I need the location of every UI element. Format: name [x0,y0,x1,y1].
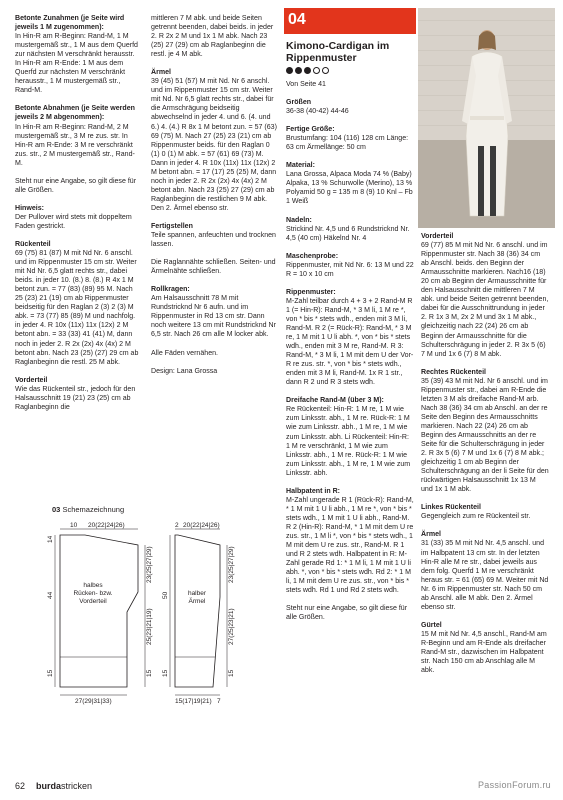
col3-text: M-Zahl ungerade R 1 (Rück-R): Rand-M, * 1 M mit 1 U li abh., 1 M re *, von * bis * stets wdh., 1 M mit 1 U li abh., Rand-M. R 2 (Hin-R): Rand-M, * 1 M mit dem U re zus. str., 1 M li *, von * bis * stets wdh., 1 M mit dem U re zus. str., Rand-M. R 1 und R 2 stets wdh. Halbpatent in R: M-Zahl gerade Rd 1: * 1 M li, 1 M mit 1 U li abh. *, von * bis * stets wdh. Rd 2: * 1 M li, 1 M mit dem U re zus. str., von * bis * stets wdh. Rd 1 und Rd 2 stets wdh. [286,496,414,595]
col3-heading: Fertige Größe: [286,126,335,134]
body-label-1: halbes [83,582,103,589]
body-right-mid: 25(23|21|19) [146,608,153,645]
body-left-mid: 44 [47,591,54,599]
col3-heading: Material: [286,162,315,170]
col1-paragraph [15,104,141,167]
col3-text: Strickind Nr. 4,5 und 6 Rundstricknd Nr. 4,5 (40 cm) Häkelnd Nr. 4 [286,225,410,242]
col2-paragraph [151,349,279,358]
col1-paragraph [15,204,141,231]
schema-caption: Schemazeichnung [62,505,125,514]
col4-paragraph [421,621,549,675]
col2-paragraph [151,14,279,59]
pattern-title: Kimono-Cardigan im Rippenmuster [286,40,390,64]
difficulty-dot [313,67,320,74]
col3-paragraph [286,604,414,622]
col1-text: In Hin-R am R-Beginn: Rand-M, 1 M mustergemäß str., 1 M aus dem Querfd zur nächsten M verschränkt herausstr. In Hin-R am R-Ende: 1 M aus dem Querfd zur nächsten M verschränkt herausstr., 1 M mustergemäß str., Rand-M. [15,33,138,95]
col3-paragraph [286,252,414,279]
col2-text: mittleren 7 M abk. und beide Seiten getrennt beenden, dabei beids. in jeder 2. R 2x 2 M und 1x 1 M abk. Nach 23 (25) 27 (29) cm ab Raglanbeginn die restl. je 4 M abk. [151,15,274,59]
col1-heading: Rückenteil [15,240,51,248]
sleeve-label-1: halber [187,590,207,597]
body-bottom: 27(29|31|33) [75,698,112,705]
sleeve-piece [170,529,227,695]
col2-heading: Fertigstellen [151,222,193,230]
sleeve-right-top: 23(25|27|29) [228,546,235,583]
body-piece [55,529,145,695]
col3-heading: Maschenprobe: [286,252,339,260]
col1-heading: Hinweis: [15,204,44,212]
difficulty-dot [295,67,302,74]
col4-heading: Ärmel [421,531,441,539]
magazine-brand: burdastricken [36,781,93,791]
col3-heading: Dreifache Rand-M (über 3 M): [286,397,384,405]
col4-paragraph [421,530,549,611]
col2-text: Am Halsausschnitt 78 M mit Rundstricknd Nr 6 aufn. und im Rippenmuster in Rd 13 cm str. Dann noch weitere 13 cm mit Rundstricknd Nr 6,5 str. Nach 26 cm alle M locker abk. [151,295,276,339]
body-label-2: Rücken- bzw. [73,590,113,597]
col3-paragraph [286,216,414,243]
col2-paragraph [151,258,279,276]
col3-paragraph [286,396,414,477]
col2-paragraph [151,68,279,213]
col4-text: 69 (77) 85 M mit Nd Nr. 6 anschl. und im Rippenmuster str. Nach 38 (36) 34 cm ab Anschl. beids. den Beginn der Armausschnitte markieren. Nach16 (18) 20 cm ab Beginn der Armausschnitte für den Halsausschnitt die mittleren 7 M abk. und beide Seiten getrennt beenden, dabei für die Ausschnittrundung in jeder 2. R 1x 3 M, 2x 2 M und 3x 1 M abk., gleichzeitig nach 22 (24) 26 cm ab Beginn der Armausschnitte für die Schulterschrägung in jeder 2. R 3x 5 (6) 7 M und 1x 6 (7) 8 M abk. [421,242,549,358]
body-left-bot: 15 [47,669,54,677]
page-number: 62 [15,781,26,791]
sleeve-bottom-right: 7 [217,698,221,705]
col3-heading: Halbpatent in R: [286,487,341,495]
col3-text: Lana Grossa, Alpaca Moda 74 % (Baby) Alpaka, 13 % Schurwolle (Merino), 13 % Polyamid 50 g = 135 m 8 (9) 10 Knl – Fb 1 Weiß [286,171,413,206]
sleeve-label-2: Ärmel [188,598,206,605]
col1-text: Der Pullover wird stets mit doppeltem Faden gestrickt. [15,213,132,230]
watermark: PassionForum.ru [477,780,551,790]
column-1 [15,14,141,421]
body-right-bot: 15 [146,669,153,677]
col1-text: 69 (75) 81 (87) M mit Nd Nr. 6 anschl. und im Rippenmuster 15 cm str. Weiter mit Nd Nr. 6,5 glatt rechts str., dabei beids. in jeder 10. (8.) 8. (8.) R 4x 1 M betont zun. = 77 (83) (89) 95 M. Nach 25 (23) 21 (19) cm ab Rippenmuster beidseitig für den Raglan 2 (3) 2 (3) M abk. = 73 (77) 85 (89) M und nachfolg. in jeder 4. R 10x (11x) 11x (12x) 2 M betont abn. = 33 (33) 41 (41) M, dann noch in jeder 2. R 2x (2x) 4x (4x) 2 M betont abn. Nach 23 (25) (27) 29 cm ab Raglanbeginn die restl. 25 M abk. [15,250,139,366]
page-footer [0,775,563,800]
col2-paragraph [151,367,279,376]
col2-paragraph [151,222,279,249]
col3-text: M-Zahl teilbar durch 4 + 3 + 2 Rand-M R 1 (= Hin-R): Rand-M, * 3 M li, 1 M re *, von * bis * stets wdh., enden mit 3 M li, Rand-M. R 2 (= Rück-R): Rand-M, * 3 M re, 1 M mit 1 U li abh. *, von * bis * stets wdh., enden mit 3 M re, Rand-M. R 3: Rand-M, * 3 M li, 1 M mit dem U der Vor-R re zus. str. *, von * bis * stets wdh., enden mit 3 M li, Rand-M. 1x R 1 str., dann R 2 und R 3 stets wdh. [286,297,414,387]
col3-text: Von Seite 41 [286,81,326,88]
col4-paragraph [421,503,549,521]
column-2 [151,14,279,385]
col3-heading: Rippenmuster: [286,288,336,296]
sleeve-left-bot: 15 [162,669,169,677]
col1-text: Steht nur eine Angabe, so gilt diese für alle Größen. [15,177,137,194]
body-label-3: Vorderteil [79,598,107,605]
sleeve-right-mid: 27(25|23|21) [228,608,235,645]
col4-text: Gegengleich zum re Rückenteil str. [421,513,531,521]
col4-heading: Vorderteil [421,233,454,240]
col3-text: Rippenmuster, mit Nd Nr. 6: 13 M und 22 R = 10 x 10 cm [286,261,414,278]
difficulty-dot [322,67,329,74]
col2-heading: Ärmel [151,69,171,77]
col2-paragraph [151,285,279,339]
col4-text: 35 (39) 43 M mit Nd. Nr 6 anschl. und im Rippenmuster str., dabei am R-Ende die letzten 3 M als dreifache Rand-M arb. Nach 38 (36) 34 cm ab Anschl. an der re Seite den Beginn des Armausschnitts markieren. Nach 22 (24) 26 cm ab Beginn des Armausschnitts an der re Seite für die Schulterschrägung in jeder 2. R 3x 5 (6) 7 M und 1x 6 (7) 8 M abk.; gleichzeitig 1 cm ab Beginn der Schulterschrägung an der li Seite für den rückwärtigen Halsausschnitt 1x 13 M und 1x 1 M abk. [421,377,549,494]
col1-heading: Vorderteil [15,376,48,384]
col2-text: Die Raglannähte schließen. Seiten- und Ärmelnähte schließen. [151,259,276,276]
col4-heading: Rechtes Rückenteil [421,368,487,376]
col1-text: In Hin-R am R-Beginn: Rand-M, 2 M mustergemäß str., 3 M re zus. str. In Hin-R am R-Ende: 3 M re verschränkt zus. str., 2 M mustergemäß str., Rand-M. [15,123,135,167]
schema-number: 03 [52,505,61,514]
col3-text: Brustumfang: 104 (116) 128 cm Länge: 63 cm Ärmellänge: 50 cm [286,135,409,152]
col1-paragraph [15,240,141,367]
col4-paragraph [421,368,549,495]
col2-text: 39 (45) 51 (57) M mit Nd. Nr 6 anschl. und im Rippenmuster 15 cm str. Weiter mit Nd. Nr 6,5 glatt rechts str., dabei für die Armschrägung beidseitig abwechselnd in jeder 4. und 6. (4. und 6.) 4. (4.) R 8x 1 M betont zun. = 57 (63) 69 (75) M. Nach 27 (25) 23 (21) cm ab Rippenmuster beids. für den Raglan 0 (1) 0 (1) M abk. = 57 (61) 69 (73) M. Dann in jeder 4. R 10x (11x) 11x (12x) 2 M betont abn. = 17 (17) 25 (25) M, dann noch in jeder 2. R 2x (2x) 4x (4x) 2 M betont abn. Nach 23 (25) 27 (29) cm ab Raglanbeginn die restlichen 9 M abk. Den 2. Ärmel ebenso str. [151,78,277,212]
col3-heading: Nadeln: [286,216,312,224]
col3-paragraph [286,487,414,596]
body-top-right: 20(22|24|26) [88,522,125,529]
col2-text: Design: Lana Grossa [151,367,218,375]
body-left-top: 14 [47,535,54,543]
col3-heading: Größen [286,99,312,107]
col3-paragraph [286,80,414,89]
sleeve-left-mid: 50 [162,591,169,599]
column-4 [421,232,549,684]
difficulty-dot [304,67,311,74]
difficulty-rating [286,67,414,74]
body-top-left: 10 [70,522,78,529]
col2-heading: Rollkragen: [151,286,190,294]
col4-heading: Linkes Rückenteil [421,504,481,512]
column-3 [286,14,414,631]
col1-paragraph [15,177,141,195]
col1-paragraph [15,14,141,95]
col3-paragraph [286,125,414,152]
col1-heading: Betonte Zunahmen (je Seite wird jeweils 1 M zugenommen): [15,15,125,32]
col4-heading: Gürtel [421,621,442,629]
difficulty-dot [286,67,293,74]
sleeve-top-right: 20(22|24|26) [183,522,220,529]
col1-text: Wie das Rückenteil str., jedoch für den Halsausschnitt 19 (21) 23 (25) cm ab Raglanbeginn die [15,385,136,411]
col4-text: 15 M mit Nd Nr. 4,5 anschl., Rand-M am R-Beginn und am R-Ende als dreifacher Rand-M str., dazwischen im Halbpatent str. Nach 150 cm ab Anschlag alle M abk. [421,630,547,675]
schematic-drawing [15,505,285,703]
model-figure [458,26,516,221]
col1-paragraph [15,376,141,412]
col3-text: Re Rückenteil: Hin-R: 1 M re, 1 M wie zum Linksstr. abh., 1 M re. Rück-R: 1 M wie zum Linksstr. abh., 1 M re, 1 M wie zum Linksstr. abh. Li Rückenteil: Hin-R: 1 M re verschränkt, 1 M wie zum Linksstr. abh., 1 M re. Rück-R: 1 M wie zum Linksstr. abh., 1 M re, 1 M wie zum Linksstr. abh. [286,406,411,477]
sleeve-bottom-left: 15(17|19|21) [175,698,212,705]
body-right-top: 23(25|27|29) [146,546,153,583]
col3-text: 36-38 (40-42) 44-46 [286,108,349,116]
sleeve-right-bot: 15 [228,669,235,677]
col1-heading: Betonte Abnahmen (je Seite werden jeweils 2 M abgenommen): [15,105,135,122]
col3-paragraph [286,161,414,206]
model-photo [418,8,555,228]
col2-text: Alle Fäden vernähen. [151,349,218,357]
col3-paragraph [286,288,414,388]
col4-paragraph [421,232,549,359]
sleeve-top-left: 2 [175,522,179,529]
col4-text: 31 (33) 35 M mit Nd Nr. 4,5 anschl. und im Halbpatent 13 cm str. In der letzten Hin-R alle M re str., dabei jeweils aus dem folg. Querfd 1 M re verschränkt heraus str. = 61 (65) 69 M. Weiter mit Nd Nr. 6 im Rippenmuster str. Nach 50 cm ab Anschl. alle M abk. Den 2. Ärmel ebenso str. [421,540,549,611]
pattern-number: 04 [288,11,306,28]
col3-text: Steht nur eine Angabe, so gilt diese für alle Größen. [286,605,408,622]
col2-text: Teile spannen, anfeuchten und trocknen lassen. [151,232,276,249]
col3-paragraph [286,98,414,116]
